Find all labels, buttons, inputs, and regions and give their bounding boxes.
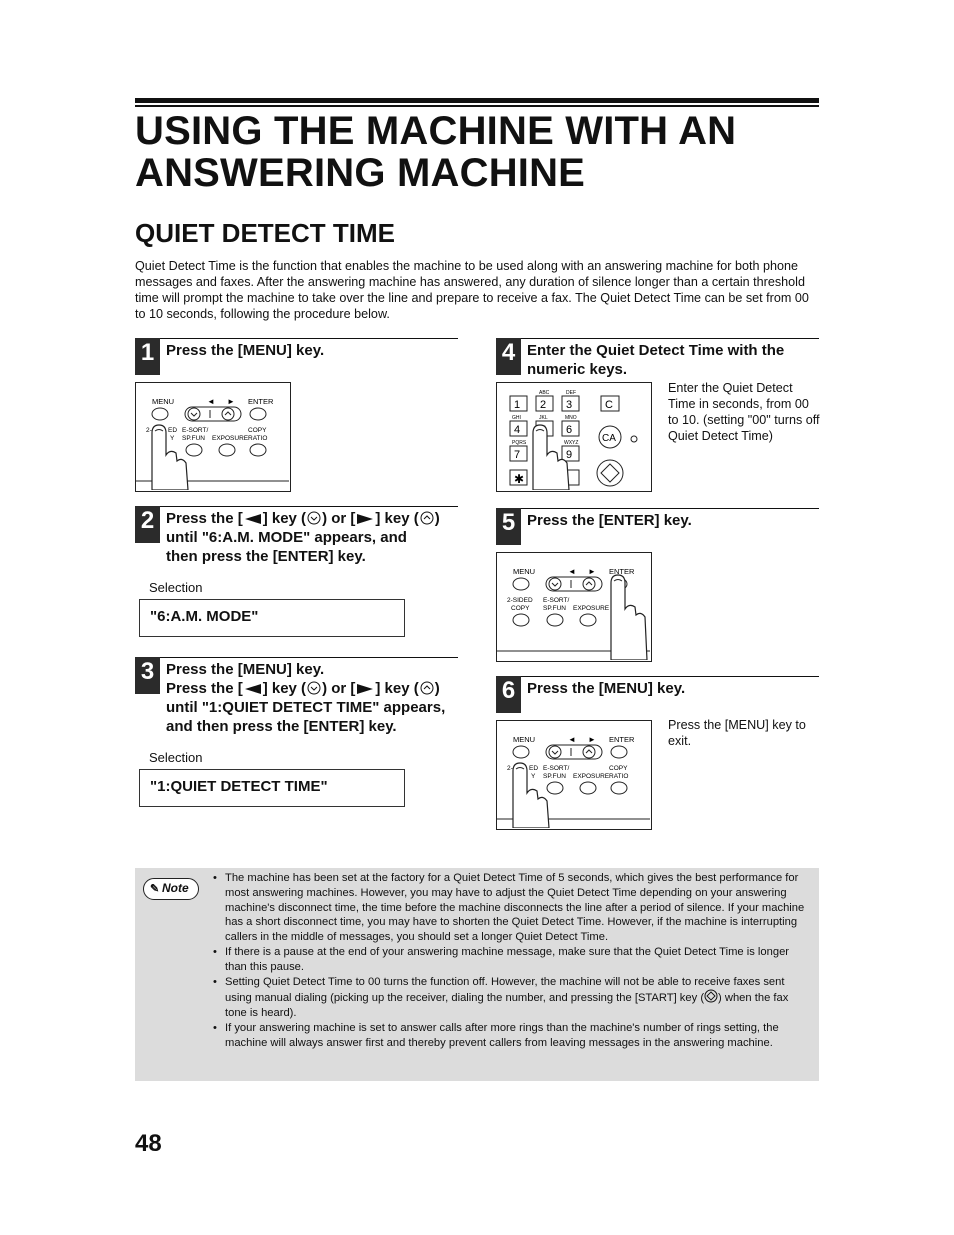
down-key-icon xyxy=(306,511,322,525)
svg-text:MENU: MENU xyxy=(513,567,536,576)
svg-text:COPY: COPY xyxy=(248,427,267,434)
control-panel-menu-exit-illustration xyxy=(496,720,652,830)
note-item: • The machine has been set at the factory for a Quiet Detect Time of 5 seconds, which gives the best performance for most answering machines. However, you may have to adjust the Quiet Detect Time depending on your answering machine's disconnect time, the time before the machine disconnects the line after a period of silence. If your machine has a short disconnect time, you may have to shorten the Quiet Detect Time. However, if the machine is interrupting callers in the middle of messages, you should set a longer Quiet Detect Time. xyxy=(213,871,813,945)
svg-text:E-SORT/: E-SORT/ xyxy=(543,765,570,772)
svg-text:►: ► xyxy=(588,735,596,744)
svg-text:DEF: DEF xyxy=(566,390,576,396)
down-key-icon xyxy=(306,681,322,695)
svg-text:1: 1 xyxy=(514,399,521,411)
svg-text:ENTER: ENTER xyxy=(609,567,635,576)
note-box xyxy=(135,868,819,1081)
svg-text:◄: ◄ xyxy=(568,735,576,744)
panel-label-menu: MENU xyxy=(152,397,175,406)
svg-text:4: 4 xyxy=(514,424,521,436)
note-item: • Setting Quiet Detect Time to 00 turns the function off. However, the machine will not be able to receive faxes sent using manual dialing (picking up the receiver, dialing the number, and pressing the [START] key ( ) when the fax tone is heard). xyxy=(213,975,813,1021)
svg-text:SP.FUN: SP.FUN xyxy=(543,605,566,612)
svg-text:Y: Y xyxy=(170,435,175,442)
svg-text:3: 3 xyxy=(566,399,573,411)
panel-label-enter: ENTER xyxy=(248,397,274,406)
step-3-selection-display: "1:QUIET DETECT TIME" xyxy=(139,769,405,807)
svg-text:GHI: GHI xyxy=(512,415,521,421)
step-5-number: 5 xyxy=(496,508,521,545)
right-arrow-key-icon xyxy=(355,683,375,695)
up-key-icon xyxy=(419,511,435,525)
svg-text:MENU: MENU xyxy=(513,735,536,744)
step-5-rule xyxy=(496,508,819,509)
left-arrow-key-icon xyxy=(243,683,263,695)
svg-text:SP.FUN: SP.FUN xyxy=(182,435,205,442)
svg-text:WXYZ: WXYZ xyxy=(564,440,579,446)
intro-paragraph: Quiet Detect Time is the function that enables the machine to be used along with an answering machine for both phone messages and faxes. After the answering machine has answered, any duration of silence longer than a certain threshold time will prompt the machine to take over the line and prepare to receive a fax. The Quiet Detect Time can be set from 00 to 10 seconds, following the procedure below. xyxy=(135,259,809,321)
header-rule-thick xyxy=(135,98,819,103)
up-key-icon xyxy=(419,681,435,695)
step-2-selection-label: Selection xyxy=(149,580,203,595)
svg-text:ABC: ABC xyxy=(539,390,550,396)
step-3-text: Press the [MENU] key. Press the [ ] key ( ) or [ ] key ( ) until "1:QUIET DETECT TIME" appears, and then press the [ENTER] key. xyxy=(166,661,446,735)
step-2-selection-display: "6:A.M. MODE" xyxy=(139,599,405,637)
svg-text:SP.FUN: SP.FUN xyxy=(543,773,566,780)
step-2-rule xyxy=(135,506,458,507)
step-3-selection-label: Selection xyxy=(149,750,203,765)
svg-text:COPY: COPY xyxy=(511,605,530,612)
svg-text:EXPOSURE: EXPOSURE xyxy=(573,605,610,612)
svg-text:6: 6 xyxy=(566,424,573,436)
svg-text:RATIO: RATIO xyxy=(248,435,268,442)
step-5-text: Press the [ENTER] key. xyxy=(527,512,692,529)
svg-text:EXPOSURE: EXPOSURE xyxy=(212,435,249,442)
svg-text:ED: ED xyxy=(168,427,178,434)
left-arrow-key-icon xyxy=(243,513,263,525)
svg-text:CA: CA xyxy=(602,433,616,444)
svg-text:ENTER: ENTER xyxy=(609,735,635,744)
step-4-text: Enter the Quiet Detect Time with the numeric keys. xyxy=(527,342,785,378)
step-3-rule xyxy=(135,657,458,658)
numeric-keypad-illustration xyxy=(496,382,652,492)
svg-text:EXPOSURE: EXPOSURE xyxy=(573,773,610,780)
step-1-rule xyxy=(135,338,458,339)
pencil-icon: ✎ xyxy=(150,883,160,895)
svg-text:Y: Y xyxy=(531,773,536,780)
section-title: QUIET DETECT TIME xyxy=(135,218,395,248)
svg-text:RATIO: RATIO xyxy=(609,773,629,780)
svg-text:COPY: COPY xyxy=(609,765,628,772)
step-2-text: Press the [ ] key ( ) or [ ] key ( ) until "6:A.M. MODE" appears, and then press the [ENTER] key. xyxy=(166,510,440,565)
start-key-icon xyxy=(704,989,718,1003)
step-6-rule xyxy=(496,676,819,677)
svg-text:2: 2 xyxy=(540,399,547,411)
header-rule-thin xyxy=(135,105,819,107)
svg-text:E-SORT/: E-SORT/ xyxy=(543,597,570,604)
note-list xyxy=(213,871,813,1051)
svg-text:►: ► xyxy=(227,397,235,406)
page-title: USING THE MACHINE WITH AN ANSWERING MACHINE xyxy=(135,109,737,195)
svg-text:ED: ED xyxy=(529,765,539,772)
step-6-side-note: Press the [MENU] key to exit. xyxy=(668,718,806,748)
svg-text:PQRS: PQRS xyxy=(512,440,527,446)
step-2-number: 2 xyxy=(135,506,160,543)
control-panel-enter-illustration xyxy=(496,552,652,662)
svg-text:◄: ◄ xyxy=(568,567,576,576)
step-1-number: 1 xyxy=(135,338,160,375)
svg-text:✱: ✱ xyxy=(514,472,525,486)
note-item: • If your answering machine is set to answer calls after more rings than the machine's number of rings setting, the machine will always answer first and thereby prevent callers from leaving messages in the answering machine. xyxy=(213,1021,813,1051)
step-1-text: Press the [MENU] key. xyxy=(166,342,325,359)
step-4-rule xyxy=(496,338,819,339)
svg-text:MNO: MNO xyxy=(565,415,577,421)
note-item: • If there is a pause at the end of your answering machine message, make sure that the Quiet Detect Time is longer than this pause. xyxy=(213,945,813,975)
control-panel-menu-illustration xyxy=(135,382,291,492)
svg-text:JKL: JKL xyxy=(539,415,548,421)
step-4-number: 4 xyxy=(496,338,521,375)
svg-text:7: 7 xyxy=(514,449,521,461)
page-number: 48 xyxy=(135,1130,162,1157)
svg-text:2-SIDED: 2-SIDED xyxy=(507,597,533,604)
svg-text:E-SORT/: E-SORT/ xyxy=(182,427,209,434)
svg-text:9: 9 xyxy=(566,449,573,461)
svg-text:2-: 2- xyxy=(507,765,513,772)
step-6-number: 6 xyxy=(496,676,521,713)
step-4-side-note: Enter the Quiet Detect Time in seconds, from 00 to 10. (setting "00" turns off Quiet Detect Time) xyxy=(668,381,820,443)
svg-text:2-: 2- xyxy=(146,427,152,434)
svg-text:◄: ◄ xyxy=(207,397,215,406)
svg-text:►: ► xyxy=(588,567,596,576)
note-badge: ✎ Note xyxy=(143,878,199,900)
svg-text:C: C xyxy=(605,399,613,411)
right-arrow-key-icon xyxy=(355,513,375,525)
step-3-number: 3 xyxy=(135,657,160,694)
step-6-text: Press the [MENU] key. xyxy=(527,680,686,697)
